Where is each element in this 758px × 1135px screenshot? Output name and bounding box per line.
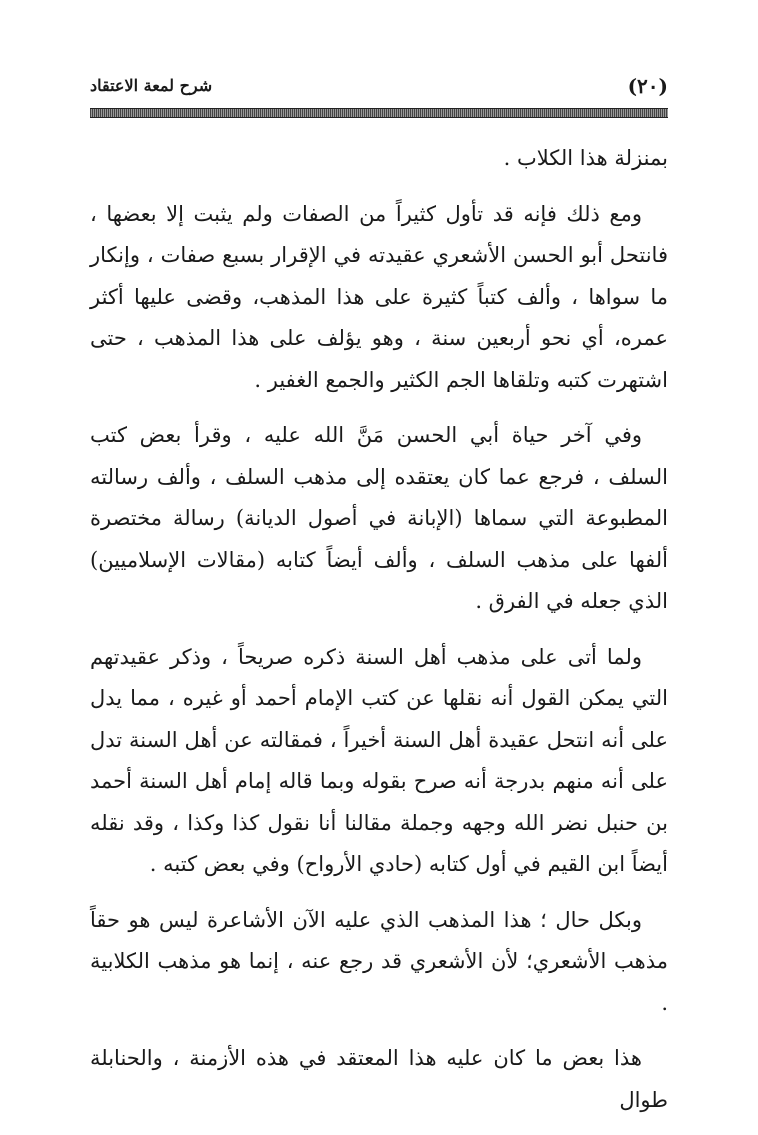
paragraph: وبكل حال ؛ هذا المذهب الذي عليه الآن الأشاعرة ليس هو حقاً مذهب الأشعري؛ لأن الأشعري قد رجع عنه ، إنما هو مذهب الكلابية . xyxy=(90,907,668,1015)
page-header xyxy=(90,72,668,106)
paragraph: وفي آخر حياة أبي الحسن مَنَّ الله عليه ، وقرأ بعض كتب السلف ، فرجع عما كان يعتقده إلى مذهب السلف ، وألف رسالته المطبوعة التي سماها (الإبانة في أصول الديانة) رسالة مختصرة ألفها على مذهب السلف ، وألف أيضاً كتابه (مقالات الإسلاميين) الذي جعله في الفرق . xyxy=(90,423,668,613)
page-number: (٢٠) xyxy=(627,74,668,98)
paragraph: هذا بعض ما كان عليه هذا المعتقد في هذه الأزمنة ، والحنابلة طوال xyxy=(90,1046,668,1112)
paragraph: ولما أتى على مذهب أهل السنة ذكره صريحاً ، وذكر عقيدتهم التي يمكن القول أنه نقلها عن كتب الإمام أحمد أو غيره ، مما يدل على أنه انتحل عقيدة أهل السنة أخيراً ، فمقالته عن أهل السنة تدل على أنه منهم بدرجة أنه صرح بقوله وبما قاله إمام أهل السنة أحمد بن حنبل نضر الله وجهه وجملة مقالنا أنا نقول كذا وكذا ، وقد نقله أيضاً ابن القيم في أول كتابه (حادي الأرواح) وفي بعض كتبه . xyxy=(90,644,668,876)
page-body xyxy=(90,138,668,1135)
paragraph: ومع ذلك فإنه قد تأول كثيراً من الصفات ولم يثبت إلا بعضها ، فانتحل أبو الحسن الأشعري عقيدته في الإقرار بسبع صفات ، وإنكار ما سواها ، وألف كتباً كثيرة على هذا المذهب، وقضى عليها أكثر عمره، أي نحو أربعين سنة ، وهو يؤلف على هذا المذهب ، حتى اشتهرت كتبه وتلقاها الجم الكثير والجمع الغفير . xyxy=(90,201,668,392)
paragraph: بمنزلة هذا الكلاب . xyxy=(503,146,668,170)
header-divider xyxy=(90,108,668,118)
book-title: شرح لمعة الاعتقاد xyxy=(90,76,213,95)
